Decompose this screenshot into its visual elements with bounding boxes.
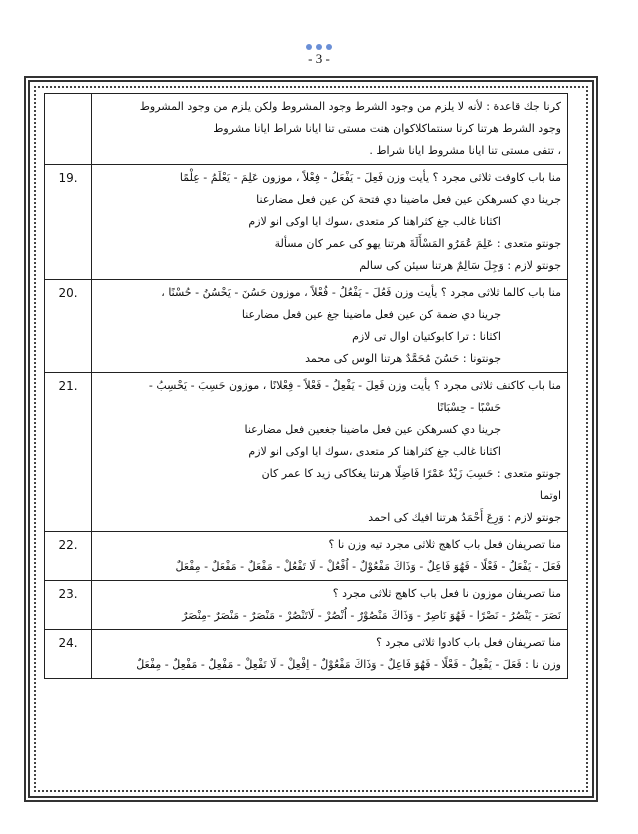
text-line: جونتونا : حَسُنَ مُحَمَّدٌ هرتنا الوس كى محمد — [305, 352, 501, 365]
text-line: وزن نا : فَعَلَ - يَفْعِلُ - فَعْلًا - فَهُوَ فَاعِلٌ - وَذَاكَ مَفْعُوْلٌ - اِفْعِلْ - لَا تَفْعِلْ - مَفْعِلٌ - مَفْعِلٌ - مِفْعَلٌ — [136, 658, 561, 671]
text-line: حَسْبًا - حِسْبَانًا — [437, 401, 501, 414]
row-number: 19. — [45, 165, 92, 280]
text-line: منا تصريفان فعل باب كادوا ثلاثى مجرد ؟ — [376, 636, 561, 649]
text-line: منا تصريفان موزون نا فعل باب كاهج ثلاثى مجرد ؟ — [332, 587, 561, 600]
text-line: منا باب كاوفت ثلاثى مجرد ؟ يأيت وزن فَعِلَ - يَفْعَلُ - فِعْلاً ، موزون عَلِمَ - يَعْلَمُ - عِلْمًا — [179, 171, 561, 184]
text-line: ، تتفى مستى تنا ايانا مشروط ايانا شراط . — [369, 144, 561, 157]
page-header — [0, 44, 638, 67]
table-row — [45, 373, 568, 532]
text-line: جرينا دي ضمة كن عين فعل ماضينا جغ عين فعل مضارعنا — [241, 308, 501, 321]
table-row — [45, 165, 568, 280]
row-text — [92, 94, 568, 165]
row-text — [92, 280, 568, 373]
text-line: جونتو متعدى : عَلِمَ عُمَرُو المَسْأَلَةَ هرتنا يهو كى عمر كان مسألة — [274, 237, 561, 250]
text-line: جونتو متعدى : حَسِبَ زَيْدٌ عَمْرًا فَاضِلًا هرتنا يغكاكى زيد كا عمر كان — [261, 467, 561, 480]
page-number: - 3 - — [308, 51, 330, 66]
text-line: وجود الشرط هرتنا كرنا سنتماكلاكوان هنت مستى تنا ايانا شراط ايانا مشروط — [213, 122, 561, 135]
row-text — [92, 165, 568, 280]
text-line: جونتو لازم : وَرِعَ أَحْمَدُ هرتنا افيك كى احمد — [368, 511, 561, 524]
text-line: اكثانا : ترا كابوكتيان اوال تى لازم — [352, 330, 501, 343]
text-line: فَعَلَ - يَفْعَلُ - فَعْلًا - فَهُوَ فَاعِلٌ - وَذَاكَ مَفْعُوْلٌ - اُفْعُلْ - لَا تَفْعُلْ - مَفْعَلٌ - مَفْعَلٌ - مِفْعَلٌ — [175, 560, 561, 573]
content-table — [44, 93, 568, 679]
text-line: جونتو لازم : وَجِلَ سَالِمٌ هرتنا سيئن كى سالم — [359, 259, 561, 272]
row-number: 22. — [45, 532, 92, 581]
row-number: 23. — [45, 581, 92, 630]
text-line: منا تصريفان فعل باب كاهج ثلاثى مجرد تيه وزن نا ؟ — [328, 538, 561, 551]
text-line: اكثانا غالب جغ كثراهنا كر متعدى ،سوك ايا اوكى انو لازم — [248, 445, 501, 458]
text-line: اكثانا غالب جغ كثراهنا كر متعدى ،سوك ايا اوكى انو لازم — [248, 215, 501, 228]
text-line: جرينا دي كسرهكن عين فعل ماضينا جغعين فعل مضارعنا — [244, 423, 501, 436]
text-line: اوتما — [539, 489, 561, 502]
table-row — [45, 532, 568, 581]
table-row — [45, 630, 568, 679]
row-number — [45, 94, 92, 165]
row-text — [92, 581, 568, 630]
row-text — [92, 630, 568, 679]
text-line: منا باب كاكنف ثلاثى مجرد ؟ يأيت وزن فَعِلَ - يَفْعِلُ - فَعْلاً - فِعْلانًا ، موزون حَسِبَ - يَحْسِبُ - — [148, 379, 561, 392]
table-row — [45, 280, 568, 373]
text-line: كرنا جك قاعدة : لأنه لا يلزم من وجود الشرط وجود المشروط ولكن يلزم من وجود المشروط — [139, 100, 561, 113]
decorative-dots — [0, 44, 638, 50]
table-row — [45, 581, 568, 630]
table-row — [45, 94, 568, 165]
text-line: جرينا دي كسرهكن عين فعل ماضينا دي فتحة كن عين فعل مضارعنا — [256, 193, 561, 206]
text-line: نَصَرَ - يَنْصُرُ - نَصْرًا - فَهُوَ نَاصِرٌ - وَذَاكَ مَنْصُوْرٌ - اُنْصُرْ - لَاتَنْصُرْ - مَنْصَرٌ - مَنْصَرٌ -مِنْصَرٌ — [182, 609, 561, 622]
row-number: 21. — [45, 373, 92, 532]
row-number: 20. — [45, 280, 92, 373]
row-number: 24. — [45, 630, 92, 679]
row-text — [92, 373, 568, 532]
row-text — [92, 532, 568, 581]
text-line: منا باب كالما ثلاثى مجرد ؟ يأيت وزن فَعُلَ - يَفْعُلُ - فُعْلاً ، موزون حَسُنَ - يَحْسُنُ - حُسْنًا ، — [161, 286, 561, 299]
